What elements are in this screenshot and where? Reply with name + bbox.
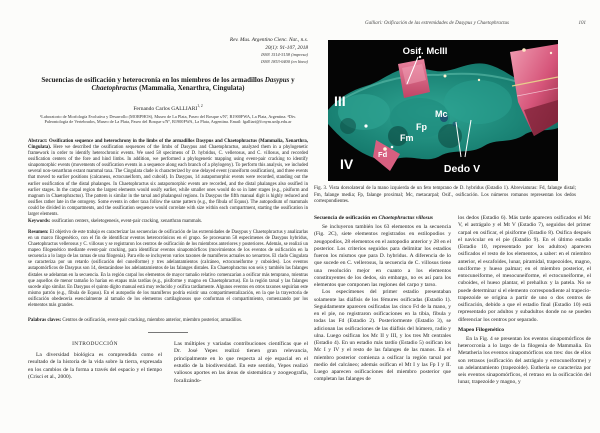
cartilage-shade-3 (444, 80, 512, 124)
villosus-paragraph-3: los dedos (Estadio 6). Más tarde aparecen osificados el Mc V, el astrágalo y el Mt V (Estadio 7), seguidos del primer carpal en osificar, el pisiforme (Estadio 8). Osifica después el navicular en el pie (Estadio 9). En el último estadio (Estadio 10, representado por los adultos) aparecen osificados el resto de los elementos, a saber: en el miembro anterior, el escafoides, lunar, piramidal, trapezoides, magno, unciforme y hueso palmar; en el miembro posterior, el entocuneiforme, el mesocuneiforme, el ectocuneiforme, el cuboides, el hueso plantar, el prehallux y la patela. No se puede determinar si el elemento correspondiente al trapecio-trapezoide se origina a partir de uno o dos centros de osificación, debido a que el estadio final (Estadio 10) está representado por adultos y subadultos donde no se pueden diferenciar los centros por separado. (458, 215, 592, 323)
right-column-a (314, 215, 451, 384)
cartilage-dark-spot-3 (340, 118, 356, 134)
resumen-body: El objetivo de este trabajo es caracterizar las secuencias de osificación de las extremidades de Dasypus y Chaetophractus y analizarlas en un marco filogenético, con el fin de identificar eventos heterocrónicos en el grupo. Se procesaron 58 especímenes de Dasypus hybridus, Chaetophractus vellerosus y C. villosus y se registraron los centros de osificación de los miembros anteriores y posteriores. Además, se realizó un mapeo filogenético mediante event-pair cracking, para identificar eventos sinapomórficos (movimientos de los eventos de osificación en la secuencia a lo largo de las ramas de una filogenia). Para ello se incluyeron varios taxones de mamíferos actuales no xenartros. El clado Cingulata se caracteriza por un retardo (osificación del cuneiforme) y tres adelantamientos (calcáneo, ectocuneiforme y cuboides). Los eventos autapomórficos de Dasypus son 14, destacándose los adelantamientos de las falanges distales. En Chaetophractus son seis y también las falanges distales se adelantan en la secuencia. En la región carpal los elementos de mayor tamaño relativo comenzarían a osificar más temprano, mientras que aquellos de menor tamaño lo harían en etapas más tardías (e.g., pisiforme y magno en Chaetophractus). En la región tarsal y las falanges sucede algo similar. En Dasypus el quinto dígito manual está muy reducido y osifica tardíamente. Algunos eventos en otros taxones seguirían este mismo patrón (e.g., fíbula de Equus). En el autopodio de los mamíferos podría existir una compartimentalización, en la que la trayectoria de osificación obedecería esencialmente al tamaño de los elementos cartilaginosos que conforman el compartimiento, comenzando por los elementos más grandes. (28, 230, 308, 308)
title-text: Secuencias de osificación y heterocronía en los miembros de los armadillos (41, 76, 265, 84)
affiliation-block: ¹Laboratorio de Morfología Evolutiva y Desarrollo (MORPHOS), Museo de La Plata, Paseo del Bosque s/Nº, B1900FWA, La Plata, Argentina. ²Div. Paleontología de Vertebrados, Museo de La Plata, Paseo del Bosque s/Nº, B1900FWA, La Plata, Argentina. Email: fgalliari@fcnym.unlp.edu.ar (39, 114, 297, 125)
keywords-line (28, 219, 308, 225)
running-header-title: Galliari: Osificación de las extremidades de Dasypus y Chaetophractus (365, 21, 509, 26)
keywords-label: Keywords: (28, 219, 51, 224)
section-divider-rule (148, 332, 188, 333)
sparkle (550, 52, 552, 54)
journal-volume: 20(1): 91-107, 2018 (265, 44, 308, 51)
label-fd: Fd (378, 150, 388, 159)
abstract-paragraph (28, 139, 308, 218)
palabras-claves-line (28, 318, 308, 324)
issn-online: ISSN 1853-0400 (en línea) (261, 58, 308, 64)
title-genus-dasypus: Dasypus (264, 76, 290, 84)
villosus-section-heading (314, 215, 451, 222)
mapeo-section-heading: Mapeo Filogenético (458, 326, 504, 333)
author-line (28, 104, 308, 112)
journal-name: Rev. Mus. Argentino Cienc. Nat., n.s. (229, 37, 308, 43)
label-digit-iv: IV (340, 156, 354, 172)
label-mc: Mc (435, 109, 448, 119)
label-digit-iii: III (334, 93, 346, 109)
label-fp: Fp (416, 122, 427, 132)
label-fm: Fm (400, 133, 414, 143)
sparkle (522, 48, 526, 52)
journal-reference-block (28, 37, 308, 65)
page-number: 101 (578, 21, 586, 26)
palabras-body: Centros de osificación, event-pair cracking, miembro anterior, miembro posterior, armadillos. (61, 318, 243, 323)
label-osif-mciii: Osif. McIII (402, 46, 448, 57)
title-taxa: (Mammalia, Xenarthra, Cingulata) (137, 83, 245, 92)
sparkle (478, 79, 480, 81)
figure-3-image (328, 40, 558, 181)
villosus-paragraph-1: Se incluyeron también los 63 elementos en la secuencia (Fig. 2C), siete elementos registrados en estilopodios y zeugopodios, 28 elementos en el autopodio anterior y 28 en el posterior. Los criterios seguidos para delimitar los estadios fueron los mismos que para D. hybridus. A diferencia de lo que sucede en C. vellerosus, la secuencia de C. villosus tiene una resolución mejor en cuanto a los elementos constituyentes de los dedos, sin embargo, no es así para los elementos que componen las regiones del carpo y tarso. (314, 224, 451, 289)
sparkle (444, 75, 447, 78)
introduction-column-1: La diversidad biológica es comprendida como el resultado de la historia de la vida sobre la tierra, expresada en los cambios de la forma a través del espacio y el tiempo (Crisci et al., 2000). (28, 352, 162, 380)
abstract-label: Abstract: (28, 139, 48, 144)
label-dedo-v: Dedo V (443, 163, 481, 175)
author-name: Fernando Carlos GALLIARI (133, 105, 198, 112)
right-column-b (458, 215, 591, 387)
palabras-label: Palabras claves: (28, 318, 62, 323)
introduction-column-2: Las múltiples y variadas contribuciones científicas que el Dr. José Yepes realizó tienen gran relevancia, principalmente en lo que respecta al eje espacial en el estudio de la biodiversidad. En este sentido, Yepes realizó valiosos aportes en las áreas de sistemática y zoogeografía, focalizándo- (174, 341, 308, 384)
author-affiliation-sup: 1, 2 (197, 104, 203, 108)
resumen-paragraph (28, 230, 308, 309)
issn-print: ISSN 1514-5158 (impresa) (261, 52, 308, 58)
title-conj: y (289, 76, 295, 84)
abstract-body: Here we described the ossification sequences of the limbs of Dasypus and Chaetophractus, analyzed them in a phylogenetic framework in order to identify heterochronic events. We used 58 specimens of D. hybridus, C. vellerosus, and C. villosus, and recorded ossification centers of the fore and hind limbs. In addition, we performed a phylogenetic mapping using event-pair cracking to identify sinapomorphic events (movements of ossification events in a sequence along each branch of a phylogeny). To perform this analysis, we included several non-xenarthran extant mammal taxa. The Cingulata clade is characterized by one delayed event (cuneiform ossification), and three events that moved to earlier positions (calcaneus, ectocuneiform, and cuboid). In Dasypus, 14 autapomorphic events were recorded, standing out the earlier ossification of the distal phalanges. In Chaetophractus six autapomorphic events are recorded, and the distal phalanges also ossified in earlier stages. In the carpal region the largest elements would ossify earlier, while smaller ones would do so in later stages (e.g., pisiform and magnum in Chaetophractus). The pattern is similar in the tarsal and phalangeal regions. In Dasypus the fifth manual digit is highly reduced and ossifies rather late in the ontogeny. Some events in other taxa follow the same pattern (e.g., the fibula of Equus). The autopodium of mammals could be divided in compartments, and the ossification sequence would correlate with size within each compartment, starting the ossification in larger elements. (28, 145, 308, 217)
villosus-heading-text: Secuencia de osificación en (314, 215, 379, 221)
figure-3-caption: Fig. 3. Vista dorsolateral de la mano izquierda de un feto temprano de D. hybridus (Estadio 1). Abreviaturas: Fd, falange distal; Fm, falange media; Fp, falange proximal; Mc, metacarpal; Osif., osificación. Los números romanos representan los dedos correspondientes. (314, 186, 576, 204)
abstract-bold-title: Ossification sequence and heterochrony in the limbs of the armadillos Dasypus and Chaetophractus (Mammalia, Xenarthra, Cingulata). (28, 139, 308, 151)
resumen-label: Resumen: (28, 230, 49, 235)
introduction-heading: INTRODUCCIÓN (72, 341, 118, 347)
title-genus-chaetophractus: Chaetophractus (91, 83, 138, 92)
sparkle (364, 124, 367, 127)
villosus-paragraph-2: Los especímenes del primer estadio presentaban solamente las diáfisis de los fémures osificadas (Estadio 1). Seguidamente aparecen osificadas las cinco Fd de la mano, y en el pie, no registraron osificaciones en la tibia, fíbula y todas las Fd (Estadio 2). Posteriormente (Estadio 3), se adicionan las osificaciones de las diáfisis del húmero, radio y ulna. Luego osifican los Mc II y III, y los tres Mt centrales (Estadio 4). En un estadio más tardío (Estadio 5) osifican los Mc I y IV y el resto de las falanges de las manos. En el miembro posterior comienza a osificar la región tarsal por medio del calcáneo; además osifican el Mt I y las Fp I y II. Luego aparecen osificaciones del miembro posterior que completan las falanges de (314, 289, 451, 383)
article-title (28, 77, 308, 93)
sparkle (391, 146, 394, 149)
keywords-body: ossification centers, skeletogenesis, event-pair cracking, xenarthran mammals. (50, 219, 203, 224)
villosus-heading-species: Chaetophractus villosus (378, 215, 434, 221)
mapeo-paragraph: En la Fig. 4 se presentan los eventos sinapomórficos de heterocronía a lo largo de la filogenia de Mammalia. En Metatheria los eventos sinapomórficos son tres: dos de ellos son retrasos (osificación del astrágalo y ectocuneiforme) y un adelantamiento (trapezoide). Eutheria se caracteriza por seis eventos sinapomórficos, el retraso en la osificación del lunar, trapezoide y magno, y (458, 335, 591, 386)
